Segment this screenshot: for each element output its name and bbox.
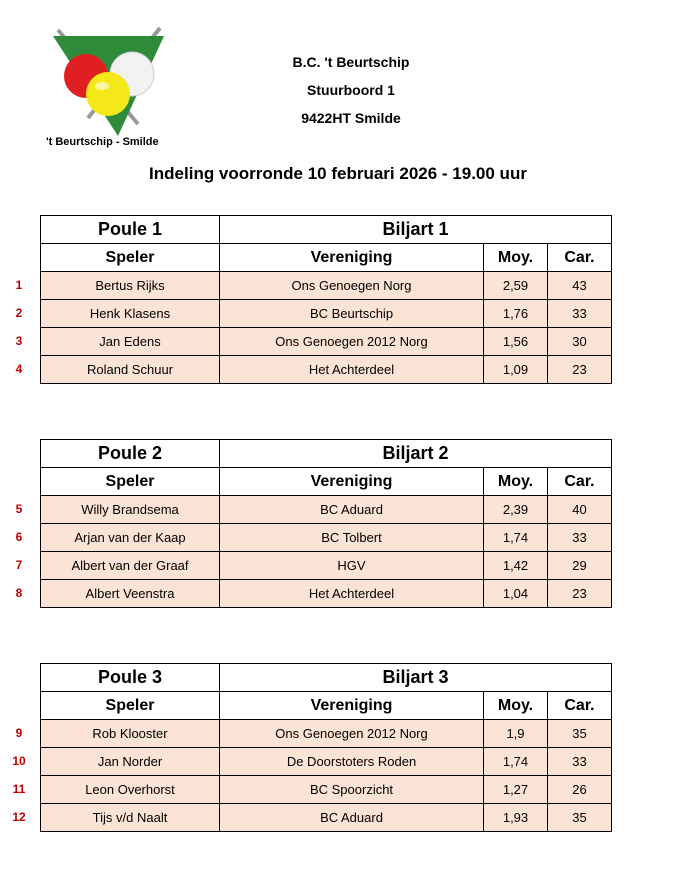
row-number: 4: [15, 362, 23, 376]
logo-caption: 't Beurtschip - Smilde: [46, 136, 159, 148]
cell-speler: Roland Schuur: [41, 356, 220, 384]
cell-vereniging: HGV: [220, 552, 484, 580]
cell-car: 35: [548, 720, 612, 748]
poule-label: Poule 2: [41, 440, 220, 468]
cell-speler: Jan Edens: [41, 328, 220, 356]
club-street: Stuurboord 1: [307, 82, 395, 98]
club-logo: [50, 24, 180, 150]
col-vereniging: Vereniging: [220, 244, 484, 272]
col-car: Car.: [548, 244, 612, 272]
cell-vereniging: Het Achterdeel: [220, 580, 484, 608]
cell-vereniging: BC Aduard: [220, 804, 484, 832]
cell-vereniging: BC Aduard: [220, 496, 484, 524]
col-car: Car.: [548, 692, 612, 720]
cell-speler: Henk Klasens: [41, 300, 220, 328]
cell-vereniging: De Doorstoters Roden: [220, 748, 484, 776]
cell-vereniging: Het Achterdeel: [220, 356, 484, 384]
cell-car: 33: [548, 300, 612, 328]
poule-label: Poule 3: [41, 664, 220, 692]
cell-car: 30: [548, 328, 612, 356]
cell-speler: Jan Norder: [41, 748, 220, 776]
cell-car: 23: [548, 356, 612, 384]
cell-vereniging: BC Spoorzicht: [220, 776, 484, 804]
table-row: [41, 272, 612, 300]
club-address: [240, 52, 462, 136]
cell-speler: Tijs v/d Naalt: [41, 804, 220, 832]
cell-car: 29: [548, 552, 612, 580]
table-row: [41, 328, 612, 356]
cell-car: 26: [548, 776, 612, 804]
cell-vereniging: BC Beurtschip: [220, 300, 484, 328]
cell-speler: Arjan van der Kaap: [41, 524, 220, 552]
cell-speler: Rob Klooster: [41, 720, 220, 748]
row-number: 3: [15, 334, 23, 348]
cell-moy: 1,27: [484, 776, 548, 804]
cell-moy: 2,39: [484, 496, 548, 524]
cell-car: 23: [548, 580, 612, 608]
cell-vereniging: Ons Genoegen 2012 Norg: [220, 328, 484, 356]
cell-moy: 2,59: [484, 272, 548, 300]
cell-speler: Albert Veenstra: [41, 580, 220, 608]
col-speler: Speler: [41, 468, 220, 496]
cell-moy: 1,04: [484, 580, 548, 608]
cell-moy: 1,74: [484, 748, 548, 776]
col-moy: Moy.: [484, 468, 548, 496]
row-number: 1: [15, 278, 23, 292]
poule-label: Poule 1: [41, 216, 220, 244]
table-row: [41, 496, 612, 524]
col-vereniging: Vereniging: [220, 468, 484, 496]
cell-speler: Willy Brandsema: [41, 496, 220, 524]
row-number: 2: [15, 306, 23, 320]
table-row: [41, 300, 612, 328]
cell-car: 33: [548, 524, 612, 552]
cell-vereniging: Ons Genoegen Norg: [220, 272, 484, 300]
col-speler: Speler: [41, 692, 220, 720]
club-postal: 9422HT Smilde: [301, 110, 401, 126]
cell-moy: 1,09: [484, 356, 548, 384]
yellow-ball-shine: [95, 82, 109, 90]
row-number: 12: [12, 810, 26, 824]
row-number: 6: [15, 530, 23, 544]
col-moy: Moy.: [484, 244, 548, 272]
poule-table: [40, 663, 612, 832]
biljart-label: Biljart 1: [220, 216, 612, 244]
poule-table: [40, 215, 612, 384]
yellow-ball: [86, 72, 130, 116]
cell-car: 33: [548, 748, 612, 776]
col-vereniging: Vereniging: [220, 692, 484, 720]
table-row: [41, 776, 612, 804]
page-title: Indeling voorronde 10 februari 2026 - 19.00 uur: [149, 164, 527, 183]
row-number: 9: [15, 726, 23, 740]
table-row: [41, 552, 612, 580]
table-row: [41, 748, 612, 776]
club-name: B.C. 't Beurtschip: [292, 54, 410, 70]
table-row: [41, 804, 612, 832]
row-number: 8: [15, 586, 23, 600]
col-speler: Speler: [41, 244, 220, 272]
cell-car: 35: [548, 804, 612, 832]
table-row: [41, 524, 612, 552]
row-number: 7: [15, 558, 23, 572]
cell-moy: 1,74: [484, 524, 548, 552]
cell-moy: 1,9: [484, 720, 548, 748]
table-row: [41, 356, 612, 384]
cell-moy: 1,42: [484, 552, 548, 580]
cell-vereniging: Ons Genoegen 2012 Norg: [220, 720, 484, 748]
col-moy: Moy.: [484, 692, 548, 720]
biljart-label: Biljart 3: [220, 664, 612, 692]
row-number: 5: [15, 502, 23, 516]
table-row: [41, 580, 612, 608]
cell-vereniging: BC Tolbert: [220, 524, 484, 552]
biljart-label: Biljart 2: [220, 440, 612, 468]
cell-moy: 1,93: [484, 804, 548, 832]
cell-car: 40: [548, 496, 612, 524]
table-row: [41, 720, 612, 748]
col-car: Car.: [548, 468, 612, 496]
cell-moy: 1,76: [484, 300, 548, 328]
cell-speler: Bertus Rijks: [41, 272, 220, 300]
cell-speler: Leon Overhorst: [41, 776, 220, 804]
cell-moy: 1,56: [484, 328, 548, 356]
cell-car: 43: [548, 272, 612, 300]
row-number: 10: [12, 754, 26, 768]
poule-table: [40, 439, 612, 608]
row-number: 11: [12, 782, 26, 796]
cell-speler: Albert van der Graaf: [41, 552, 220, 580]
